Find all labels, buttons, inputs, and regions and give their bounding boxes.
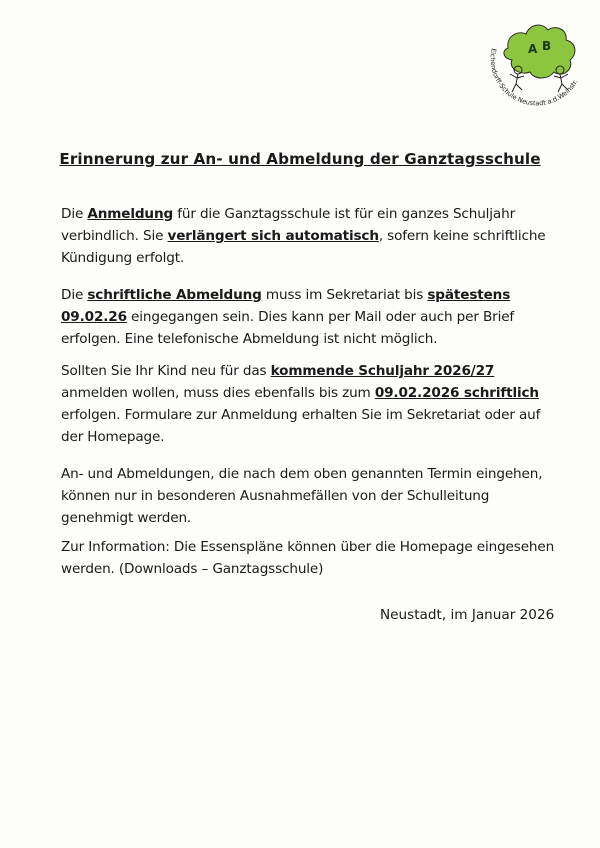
body-text: An- und Abmeldungen, die nach dem oben genannten Termin eingehen, können nur in besonderen Ausnahmefällen von der Schulleitung genehmigt werden. (61, 466, 543, 526)
paragraph-new-registration (61, 360, 561, 448)
school-logo-icon (478, 8, 594, 108)
logo-letter-b: B (542, 39, 552, 53)
emphasized-text: spätestens 09.02.26 (61, 287, 511, 325)
body-text: Die (61, 287, 88, 303)
emphasized-text: verlängert sich automatisch (167, 228, 379, 244)
body-text: Zur Information: Die Essenspläne können über die Homepage eingesehen werden. (Downloads – Ganztagsschule) (61, 539, 555, 577)
logo-letter-a: A (528, 42, 538, 56)
school-logo (478, 8, 594, 108)
emphasized-text: 09.02.2026 schriftlich (374, 385, 539, 401)
emphasized-text: Anmeldung (87, 206, 174, 222)
emphasized-text: kommende Schuljahr 2026/27 (270, 363, 495, 379)
body-text: , sofern keine schriftliche Kündigung erfolgt. (61, 228, 546, 266)
emphasized-text: schriftliche Abmeldung (87, 287, 262, 303)
page-title: Erinnerung zur An- und Abmeldung der Ganztagsschule (59, 150, 541, 168)
place-date: Neustadt, im Januar 2026 (380, 607, 555, 623)
paragraph-registration (61, 203, 561, 269)
body-text: eingegangen sein. Dies kann per Mail oder auch per Brief erfolgen. Eine telefonische Abmeldung ist nicht möglich. (61, 309, 515, 347)
body-text: muss im Sekretariat bis (261, 287, 428, 303)
body-text: Sollten Sie Ihr Kind neu für das (61, 363, 271, 379)
paragraph-late-requests (61, 463, 561, 529)
paragraph-deregistration (61, 284, 561, 350)
body-text: anmelden wollen, muss dies ebenfalls bis zum (61, 385, 375, 401)
body-text: Die (61, 206, 88, 222)
body-text: für die Ganztagsschule ist für ein ganzes Schuljahr verbindlich. Sie (61, 206, 516, 244)
logo-ring-text: Eichendorff-Schule Neustadt a.d.Weinstr. (488, 47, 580, 108)
paragraph-meal-plans (61, 536, 561, 580)
body-text: erfolgen. Formulare zur Anmeldung erhalten Sie im Sekretariat oder auf der Homepage. (61, 407, 541, 445)
